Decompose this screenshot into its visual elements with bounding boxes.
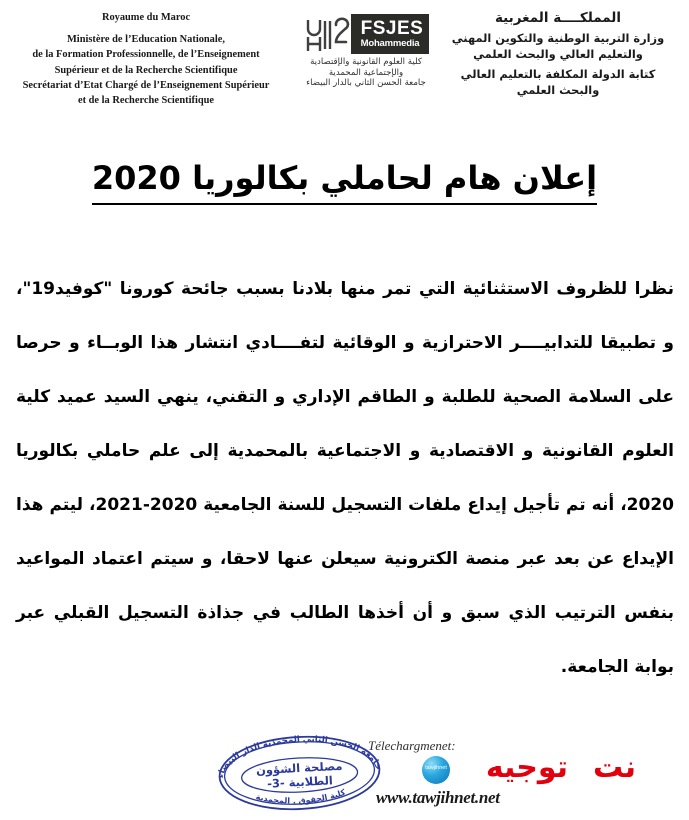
fsjes-logo [288, 14, 444, 54]
title-container [0, 158, 689, 205]
document-header [0, 0, 689, 128]
faculty-arabic-line-1: كلية العلوم القانونية والإقتصادية [310, 57, 422, 67]
kingdom-label-ar: المملكــــة المغربية [494, 10, 622, 26]
announcement-paragraph: نظرا للظروف الاستثنائية التي تمر منها بلادنا بسبب جائحة كورونا "كوفيد19"، و تطبيقا للتدابيــــر الاحترازية و الوقائية لتفــــادي انتشار هذا الوبــاء و حرصا على السلامة الصحية للطلبة و الطاقم الإداري و التقني، ينهي السيد عميد كلية العلوم القانونية و الاقتصادية و الاجتماعية بالمحمدية إلى علم حاملي بكالوريا 2020، أنه تم تأجيل إيداع ملفات التسجيل للسنة الجامعية 2020-2021، ليتم هذا الإيداع عن بعد عبر منصة الكترونية سيعلن عنها لاحقا، و سيتم اعتماد المواعيد بنفس الترتيب الذي سبق و أن أخذها الطالب في جذاذة التسجيل القبلي عبر بوابة الجامعة. [16, 279, 674, 677]
fsjes-title: FSJES [360, 18, 424, 39]
ministry-line-4: Secrétariat d’Etat Chargé de l’Enseignement Supérieur [22, 79, 270, 91]
tawjihnet-logo [360, 750, 650, 788]
watermark-url: www.tawjihnet.net [376, 788, 500, 807]
faculty-arabic-name [288, 57, 444, 89]
page-title: إعلان هام لحاملي بكالوريا 2020 [92, 158, 597, 205]
ministry-ar-line-4: والبحث العلمي [516, 82, 600, 97]
watermark-label: Télechargmenet: [368, 738, 456, 753]
header-left-french [0, 10, 292, 108]
svg-text:مصلحة الشؤون: مصلحة الشؤون [255, 758, 343, 778]
header-center-logo [288, 14, 444, 89]
svg-text:كلية الحقوق . المحمدية: كلية الحقوق . المحمدية [254, 787, 347, 806]
kingdom-label-fr: Royaume du Maroc [101, 12, 191, 23]
fsjes-wordmark [351, 14, 430, 54]
ministry-ar-line-1: وزارة التربية الوطنية والتكوين المهني [451, 31, 665, 45]
faculty-arabic-line-2: والإجتماعية المحمدية [328, 67, 404, 78]
ministry-ar-line-2: والتعليم العالي والبحث العلمي [473, 46, 643, 61]
header-right-arabic [435, 10, 681, 98]
ministry-line-5: et de la Recherche Scientifique [77, 95, 214, 107]
globe-icon-label: tawjihnet [425, 765, 447, 771]
fsjes-subtitle: Mohammedia [360, 38, 420, 49]
svg-text:الطلابية -3-: الطلابية -3- [266, 773, 334, 791]
download-watermark [360, 738, 650, 816]
tawjihnet-brand-right: نت [592, 750, 636, 785]
ministry-ar-line-3: كتابة الدولة المكلفة بالتعليم العالي [460, 67, 656, 81]
uh2-monogram-icon [303, 14, 351, 54]
faculty-arabic-line-3: جامعة الحسن الثاني بالدار البيضاء [306, 78, 426, 89]
svg-text:جامعة الحسن الثاني المحمدية ال: جامعة الحسن الثاني المحمدية الدار البيضاء [216, 734, 383, 779]
tawjihnet-brand-left: توجيه [485, 750, 568, 785]
ministry-line-1: Ministère de l’Education Nationale, [67, 34, 225, 46]
ministry-line-3: Supérieur et de la Recherche Scientifique [54, 64, 238, 76]
announcement-body [16, 262, 674, 694]
ministry-line-2: de la Formation Professionnelle, de l’Enseignement [32, 49, 260, 61]
